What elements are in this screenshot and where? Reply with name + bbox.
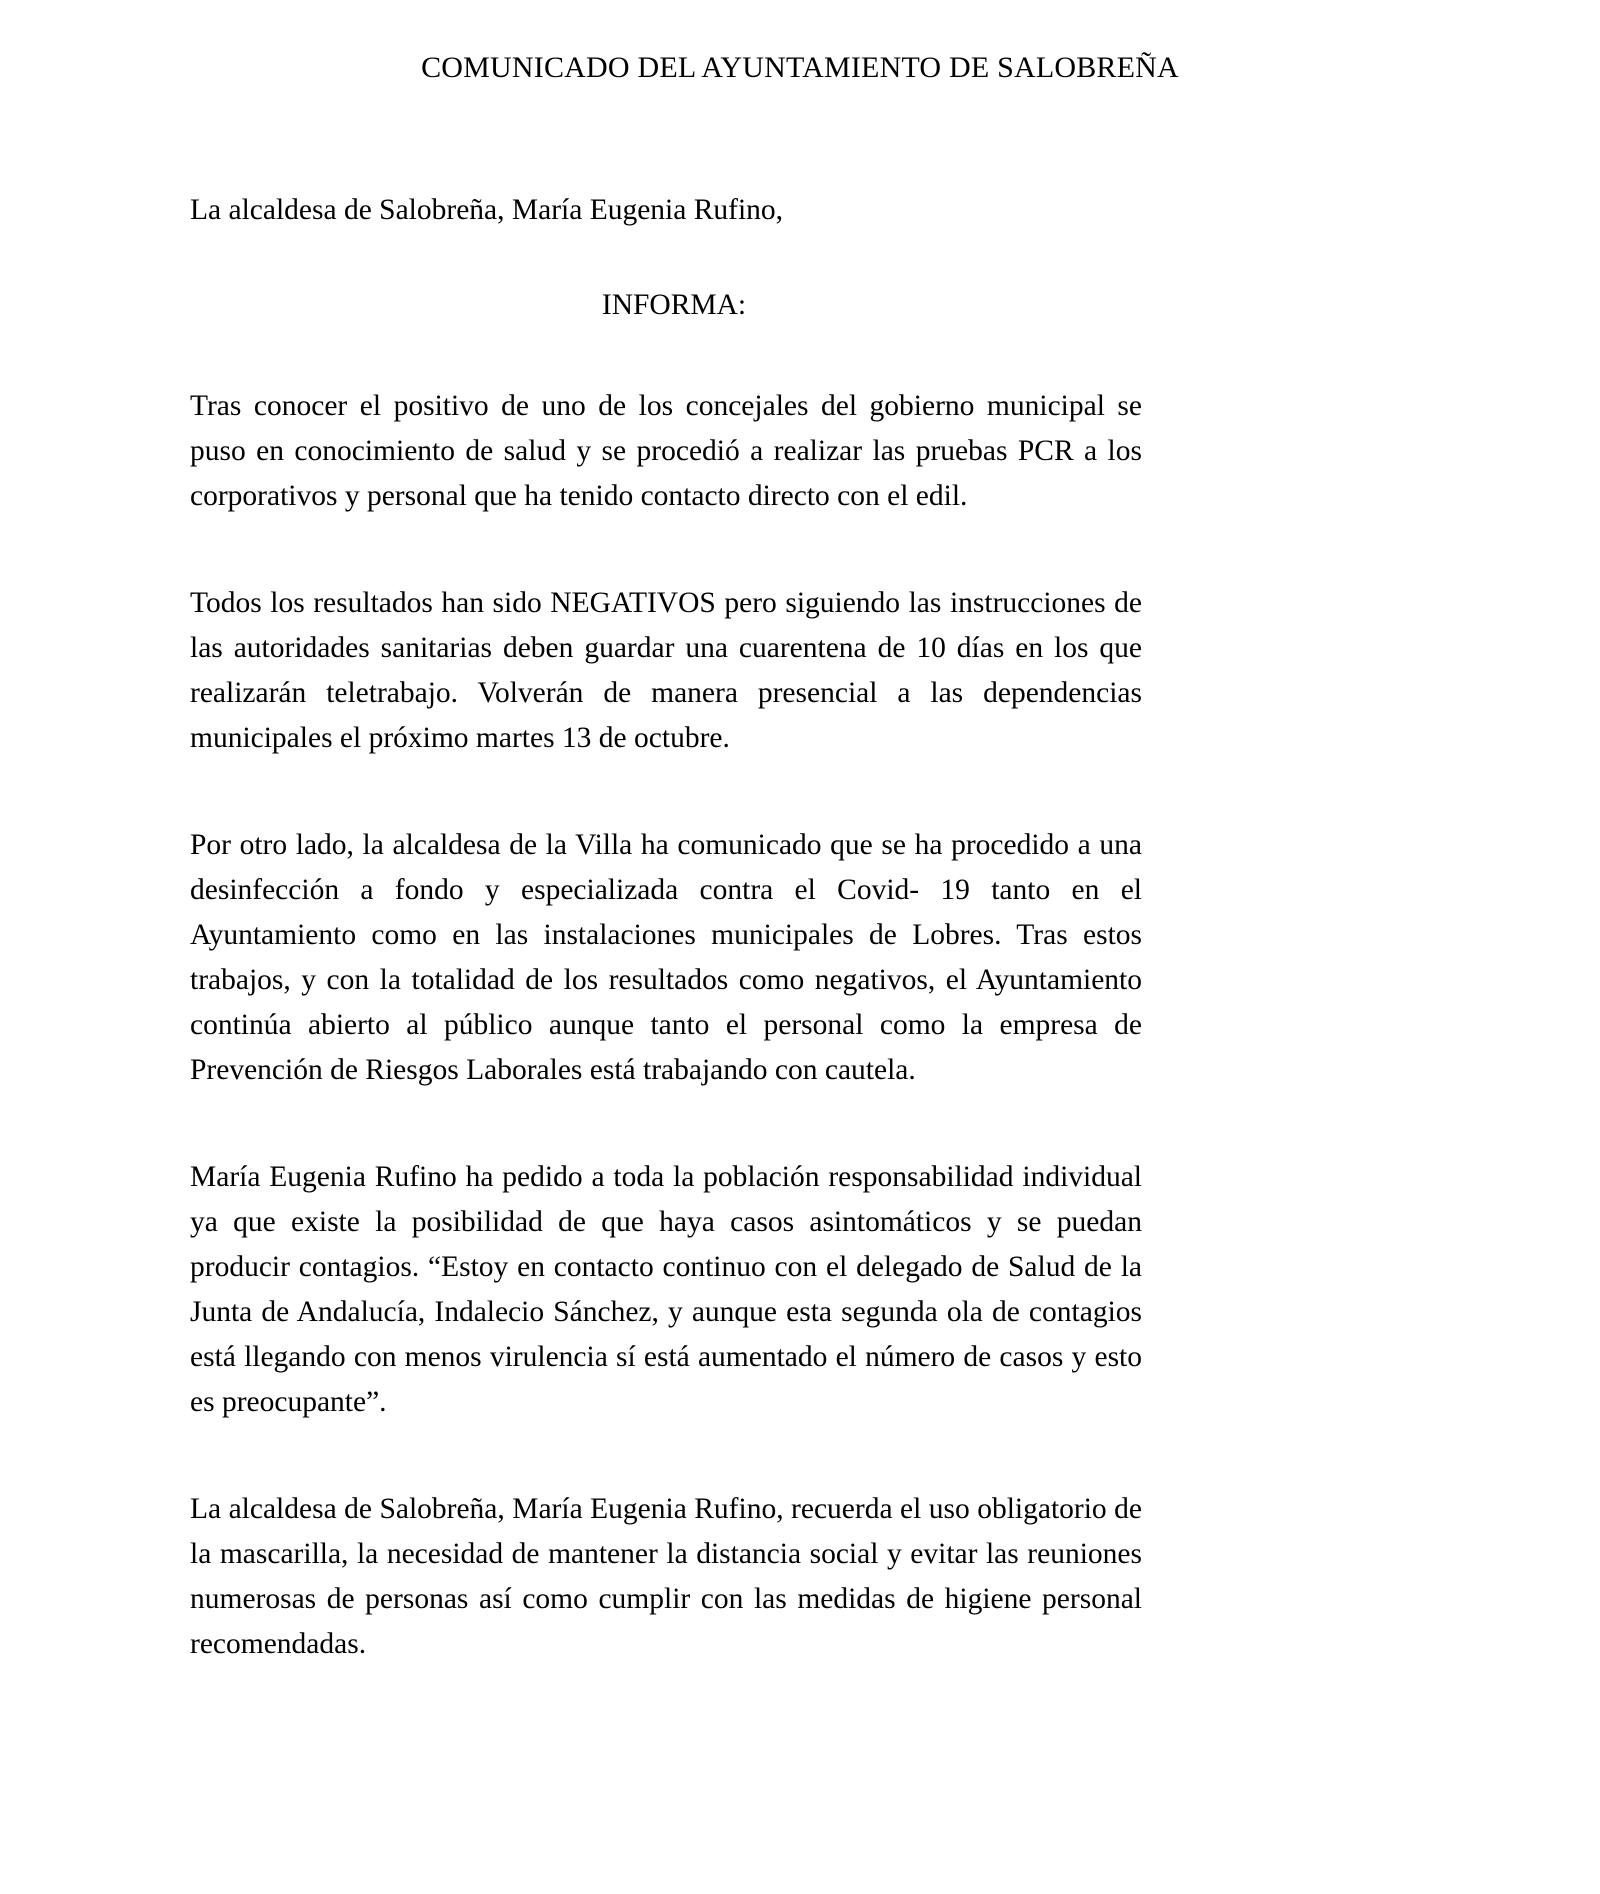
paragraph-3: Por otro lado, la alcaldesa de la Villa ha comunicado que se ha procedido a una desinfección a fondo y especializada contra el Covid- 19 tanto en el Ayuntamiento como en las instalaciones municipales de Lobres. Tras estos trabajos, y con la totalidad de los resultados como negativos, el Ayuntamiento continúa abierto al público aunque tanto el personal como la empresa de Prevención de Riesgos Laborales está trabajando con cautela.	[190, 829, 1142, 1086]
spacer	[190, 1093, 1142, 1155]
page-title: COMUNICADO DEL AYUNTAMIENTO DE SALOBREÑA	[421, 51, 1179, 85]
spacer	[190, 1425, 1142, 1487]
paragraph-5: La alcaldesa de Salobreña, María Eugenia Rufino, recuerda el uso obligatorio de la mascarilla, la necesidad de mantener la distancia social y evitar las reuniones numerosas de personas así como cumplir con las medidas de higiene personal recomendadas.	[190, 1493, 1142, 1660]
spacer	[190, 519, 1142, 581]
informa-heading: INFORMA:	[601, 289, 747, 321]
spacer	[190, 761, 1142, 823]
salutation-line: La alcaldesa de Salobreña, María Eugenia Rufino,	[190, 194, 784, 226]
paragraph-1: Tras conocer el positivo de uno de los concejales del gobierno municipal se puso en conocimiento de salud y se procedió a realizar las pruebas PCR a los corporativos y personal que ha tenido contacto directo con el edil.	[190, 390, 1142, 512]
paragraph-4: María Eugenia Rufino ha pedido a toda la población responsabilidad individual ya que existe la posibilidad de que haya casos asintomáticos y se puedan producir contagios. “Estoy en contacto continuo con el delegado de Salud de la Junta de Andalucía, Indalecio Sánchez, y aunque esta segunda ola de contagios está llegando con menos virulencia sí está aumentado el número de casos y esto es preocupante”.	[190, 1161, 1142, 1418]
spacer	[190, 328, 1142, 384]
paragraph-2: Todos los resultados han sido NEGATIVOS pero siguiendo las instrucciones de las autoridades sanitarias deben guardar una cuarentena de 10 días en los que realizarán teletrabajo. Volverán de manera presencial a las dependencias municipales el próximo martes 13 de octubre.	[190, 587, 1142, 754]
document-body	[190, 188, 1142, 1667]
spacer	[190, 233, 1142, 283]
